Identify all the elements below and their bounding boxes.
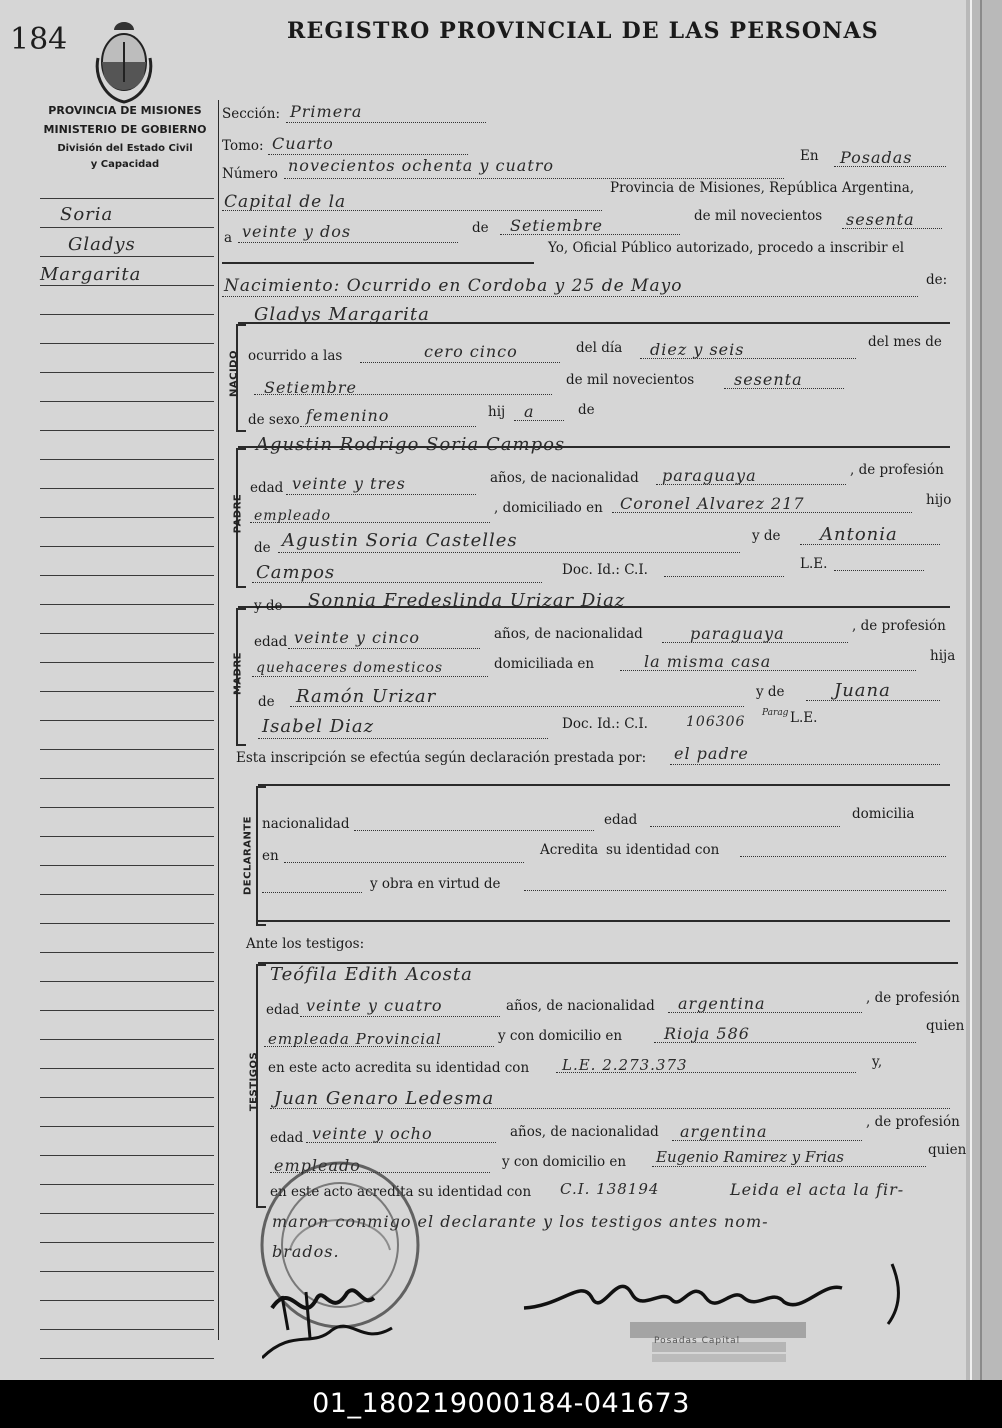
testigo2-profesion: empleado bbox=[274, 1156, 361, 1175]
inscripcion-value: el padre bbox=[674, 744, 749, 763]
capital-value: Capital de la bbox=[224, 192, 347, 212]
abuelo-materno: Ramón Urizar bbox=[296, 686, 437, 707]
ante-testigos-label: Ante los testigos: bbox=[246, 936, 365, 952]
t2-acredita-label: en este acto acredita su identidad con bbox=[270, 1184, 532, 1200]
hij-label: hij bbox=[488, 404, 506, 420]
decl-obra-label: y obra en virtud de bbox=[370, 876, 501, 892]
column-divider bbox=[218, 100, 219, 1340]
signature-official bbox=[522, 1258, 912, 1328]
padre-edad: veinte y tres bbox=[292, 474, 406, 493]
del-mes-label: del mes de bbox=[868, 334, 942, 350]
t1-anos-label: años, de nacionalidad bbox=[506, 998, 655, 1014]
hij-value: a bbox=[524, 402, 535, 421]
madre-le-label: L.E. bbox=[790, 710, 818, 726]
t2-edad-label: edad bbox=[270, 1130, 304, 1146]
testigo2-domicilio: Eugenio Ramirez y Frias bbox=[656, 1148, 844, 1166]
madre-anos-label: años, de nacionalidad bbox=[494, 626, 643, 642]
padre-de-label: de bbox=[254, 540, 271, 556]
testigo2-nombre: Juan Genaro Ledesma bbox=[274, 1088, 495, 1109]
madre-edad: veinte y cinco bbox=[294, 628, 421, 647]
en-value: Posadas bbox=[840, 148, 913, 167]
ministry-line-1: PROVINCIA DE MISIONES bbox=[48, 104, 202, 117]
de-colon-label: de: bbox=[926, 272, 948, 288]
decl-en-label: en bbox=[262, 848, 279, 864]
decl-domicilia-label: domicilia bbox=[852, 806, 915, 822]
cierre-linea-1: Leida el acta la fir- bbox=[730, 1180, 905, 1199]
tomo-value: Cuarto bbox=[272, 134, 334, 153]
nacido-nombre: Gladys Margarita bbox=[254, 304, 430, 325]
oficial-text: Yo, Oficial Público autorizado, procedo a inscribir el bbox=[548, 240, 905, 256]
decl-acredita-label: Acredita bbox=[540, 842, 599, 858]
abuela-paterna: Antonia bbox=[820, 524, 898, 545]
madre-y-de-label-2: y de bbox=[756, 684, 785, 700]
margin-note-name-2: Margarita bbox=[40, 264, 142, 285]
ocurrido-label: ocurrido a las bbox=[248, 348, 343, 364]
padre-nombre: Agustin Rodrigo Soria Campos bbox=[256, 434, 566, 455]
testigo2-edad: veinte y ocho bbox=[312, 1124, 433, 1143]
testigos-section-label: TESTIGOS bbox=[248, 1051, 260, 1112]
margin-note-name-1: Gladys bbox=[68, 234, 136, 255]
mil-novecientos-label: de mil novecientos bbox=[694, 208, 823, 224]
de-label: de bbox=[472, 220, 489, 236]
padre-profesion: empleado bbox=[254, 508, 332, 524]
provincia-text: Provincia de Misiones, República Argentina, bbox=[610, 180, 915, 196]
mes-inscripcion: Setiembre bbox=[510, 216, 603, 235]
madre-edad-label: edad bbox=[254, 634, 288, 650]
t1-quien-label: quien bbox=[926, 1018, 965, 1034]
abuela-paterna-apellido: Campos bbox=[256, 562, 336, 583]
decl-edad-label: edad bbox=[604, 812, 638, 828]
madre-de-label: de bbox=[258, 694, 275, 710]
a-label: a bbox=[224, 230, 233, 246]
dia-inscripcion: veinte y dos bbox=[242, 222, 352, 241]
nacido-mes: Setiembre bbox=[264, 378, 357, 397]
testigo1-edad: veinte y cuatro bbox=[306, 996, 443, 1015]
madre-section-label: MADRE bbox=[232, 651, 244, 696]
padre-section-label: PADRE bbox=[232, 493, 244, 534]
madre-ci-suffix: Parag bbox=[762, 708, 789, 718]
madre-nacionalidad: paraguaya bbox=[690, 624, 785, 643]
testigo2-documento: C.I. 138194 bbox=[560, 1180, 660, 1198]
t1-domicilio-label: y con domicilio en bbox=[498, 1028, 623, 1044]
official-stamp-text: Posadas Capital bbox=[654, 1336, 741, 1346]
padre-le-label: L.E. bbox=[800, 556, 828, 572]
page-number: 184 bbox=[10, 22, 68, 57]
ministry-line-2: MINISTERIO DE GOBIERNO bbox=[43, 123, 207, 136]
padre-nacionalidad: paraguaya bbox=[662, 466, 757, 485]
testigo1-nombre: Teófila Edith Acosta bbox=[270, 964, 473, 985]
numero-label: Número bbox=[222, 166, 278, 182]
madre-y-de-label: y de bbox=[254, 598, 283, 614]
decl-identidad-label: su identidad con bbox=[606, 842, 720, 858]
cierre-linea-3: brados. bbox=[272, 1242, 340, 1261]
tipo-acta: Nacimiento: Ocurrido en Cordoba y 25 de Mayo bbox=[224, 276, 683, 296]
madre-ci: 106306 bbox=[686, 714, 746, 730]
madre-profesion: quehaceres domesticos bbox=[256, 660, 444, 676]
testigo1-nacionalidad: argentina bbox=[678, 994, 766, 1013]
margin-note-surname: Soria bbox=[60, 204, 114, 225]
abuela-materna-apellido: Isabel Diaz bbox=[262, 716, 375, 737]
madre-nombre: Sonnia Fredeslinda Urizar Diaz bbox=[308, 590, 626, 611]
padre-domicilio: Coronel Alvarez 217 bbox=[620, 494, 805, 513]
signature-left bbox=[262, 1268, 402, 1368]
t2-domicilio-label: y con domicilio en bbox=[502, 1154, 627, 1170]
del-dia-label: del día bbox=[576, 340, 623, 356]
image-id-footer: 01_180219000184-041673 bbox=[0, 1380, 1002, 1428]
nacido-mil-label: de mil novecientos bbox=[566, 372, 695, 388]
t2-quien-label: quien bbox=[928, 1142, 967, 1158]
nacido-anio: sesenta bbox=[734, 370, 803, 389]
domiciliada-label: domiciliada en bbox=[494, 656, 595, 672]
sexo-label: de sexo bbox=[248, 412, 300, 428]
abuela-materna: Juana bbox=[834, 680, 891, 701]
seccion-label: Sección: bbox=[222, 106, 281, 122]
register-title: REGISTRO PROVINCIAL DE LAS PERSONAS bbox=[287, 18, 879, 44]
t1-y-label: y, bbox=[872, 1054, 883, 1070]
t2-profesion-label: , de profesión bbox=[866, 1114, 960, 1130]
testigo1-profesion: empleada Provincial bbox=[268, 1030, 442, 1048]
en-label: En bbox=[800, 148, 819, 164]
padre-doc-label: Doc. Id.: C.I. bbox=[562, 562, 648, 578]
padre-y-de-label: y de bbox=[752, 528, 781, 544]
nacido-dia: diez y seis bbox=[650, 340, 745, 359]
ministry-line-4: y Capacidad bbox=[90, 159, 160, 170]
testigo1-documento: L.E. 2.273.373 bbox=[562, 1056, 688, 1074]
cierre-linea-2: maron conmigo el declarante y los testigos antes nom- bbox=[272, 1212, 769, 1231]
nacido-sexo: femenino bbox=[306, 406, 390, 425]
t1-edad-label: edad bbox=[266, 1002, 300, 1018]
padre-anos-label: años, de nacionalidad bbox=[490, 470, 639, 486]
seccion-value: Primera bbox=[290, 102, 363, 121]
book-binding-edge bbox=[966, 0, 1002, 1380]
inscripcion-label: Esta inscripción se efectúa según declaración prestada por: bbox=[236, 750, 647, 766]
testigo2-nacionalidad: argentina bbox=[680, 1122, 768, 1141]
t1-acredita-label: en este acto acredita su identidad con bbox=[268, 1060, 530, 1076]
t2-anos-label: años, de nacionalidad bbox=[510, 1124, 659, 1140]
padre-edad-label: edad bbox=[250, 480, 284, 496]
numero-value: novecientos ochenta y cuatro bbox=[288, 156, 555, 175]
anio-inscripcion: sesenta bbox=[846, 210, 915, 229]
madre-domicilio: la misma casa bbox=[644, 652, 772, 671]
hija-label: hija bbox=[930, 648, 956, 664]
decl-nacionalidad-label: nacionalidad bbox=[262, 816, 350, 832]
abuelo-paterno: Agustin Soria Castelles bbox=[282, 530, 518, 551]
nacido-hora: cero cinco bbox=[424, 342, 518, 361]
tomo-label: Tomo: bbox=[222, 138, 264, 154]
padre-profesion-label: , de profesión bbox=[850, 462, 944, 478]
madre-doc-label: Doc. Id.: C.I. bbox=[562, 716, 648, 732]
ministry-line-3: División del Estado Civil bbox=[57, 143, 193, 154]
domiciliado-label: , domiciliado en bbox=[494, 500, 603, 516]
nacido-de-label: de bbox=[578, 402, 595, 418]
declarante-section-label: DECLARANTE bbox=[242, 815, 254, 896]
t1-profesion-label: , de profesión bbox=[866, 990, 960, 1006]
coat-of-arms-icon bbox=[92, 18, 156, 104]
madre-profesion-label: , de profesión bbox=[852, 618, 946, 634]
nacido-section-label: NACIDO bbox=[228, 350, 240, 397]
hijo-label: hijo bbox=[926, 492, 952, 508]
testigo1-domicilio: Rioja 586 bbox=[664, 1024, 750, 1043]
